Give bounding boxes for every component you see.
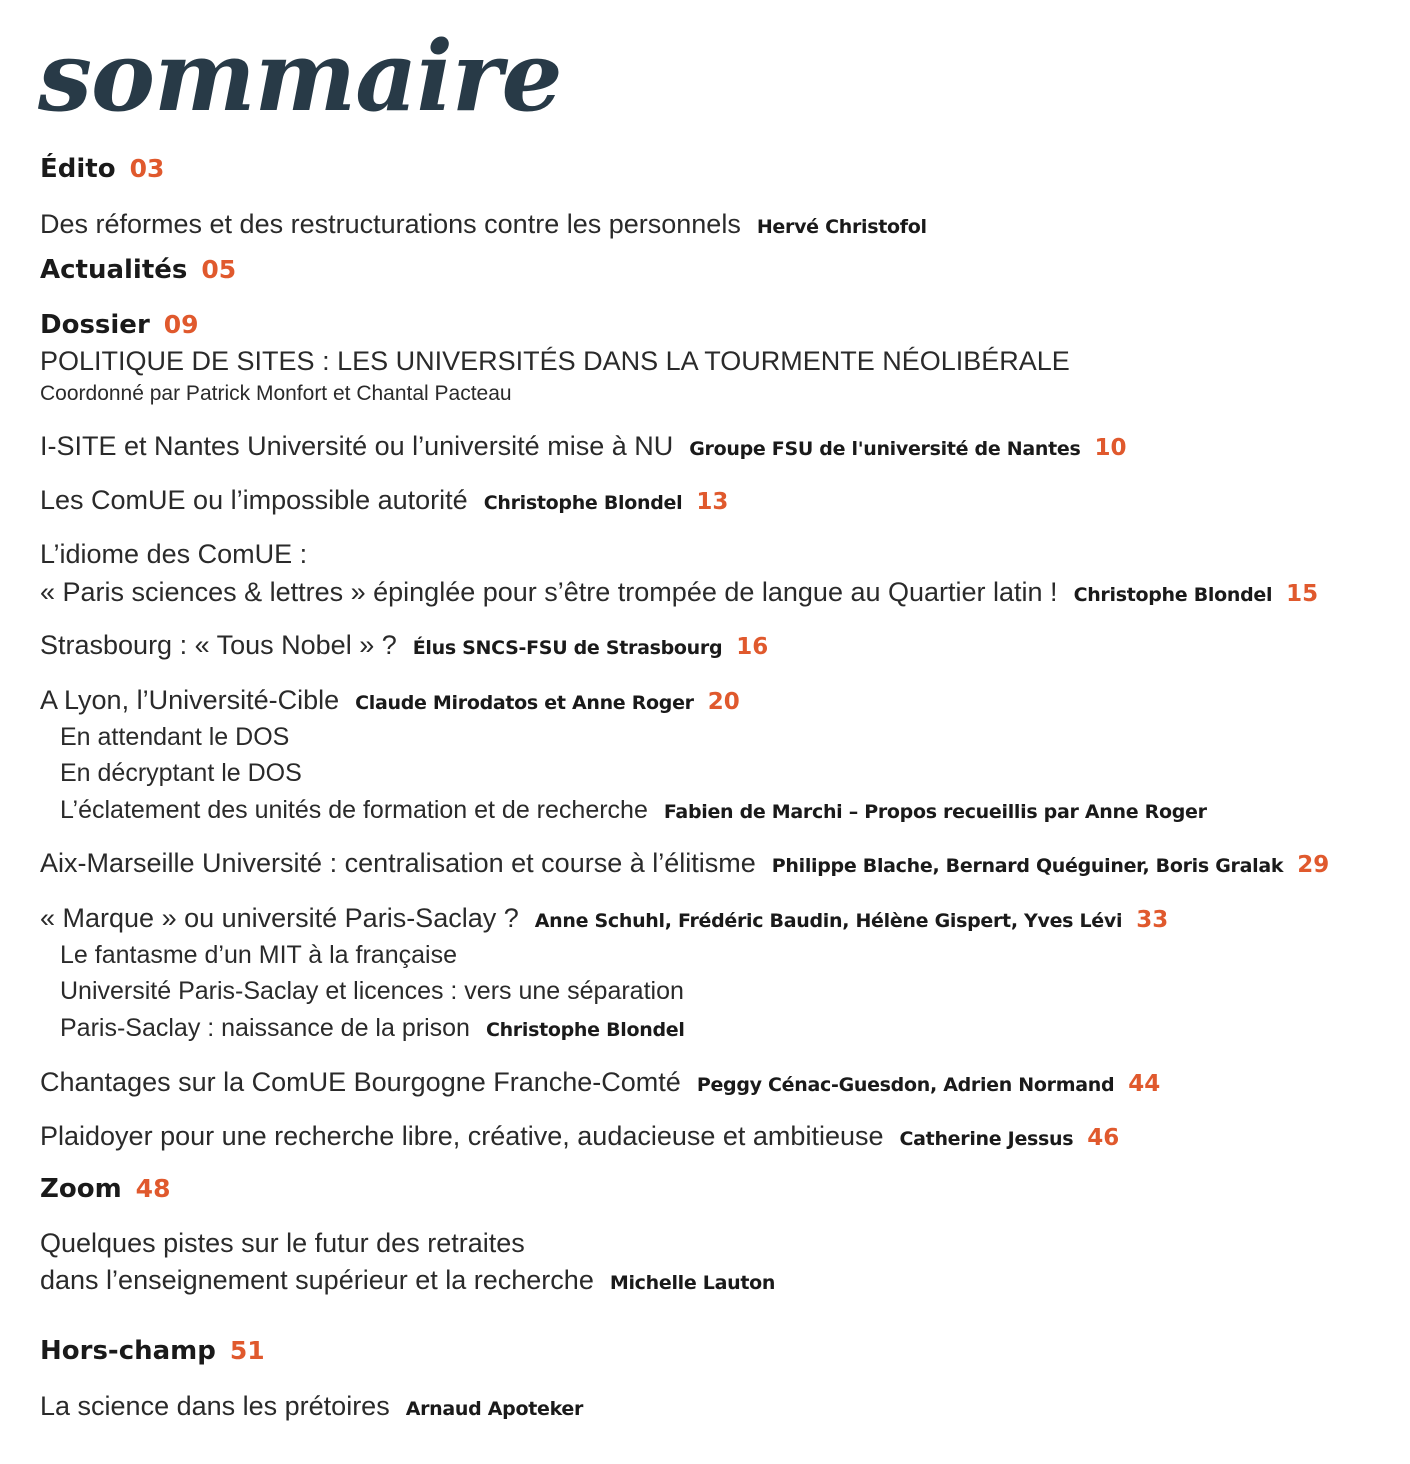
sub-article: [60, 793, 1207, 829]
section-zoom: [40, 1172, 170, 1206]
page-number: 05: [201, 255, 237, 284]
article-title-line: Quelques pistes sur le futur des retraites: [40, 1228, 525, 1258]
article-item: [40, 845, 1329, 884]
page-number: 13: [696, 489, 729, 515]
article-title: Plaidoyer pour une recherche libre, créative, audacieuse et ambitieuse: [40, 1121, 884, 1151]
article-title: A Lyon, l’Université-Cible: [40, 685, 340, 715]
page-number: 10: [1094, 435, 1127, 461]
sub-article: En attendant le DOS: [60, 723, 290, 751]
page-title: sommaire: [38, 20, 562, 133]
article-author: Christophe Blondel: [483, 492, 683, 514]
article-item: [40, 900, 1168, 939]
article-author: Christophe Blondel: [485, 1019, 685, 1041]
sub-article: En décryptant le DOS: [60, 759, 302, 787]
article-item: [40, 1388, 583, 1427]
sub-article-title: Paris-Saclay : naissance de la prison: [60, 1014, 470, 1042]
article-author: Philippe Blache, Bernard Quéguiner, Boris Gralak: [771, 855, 1284, 877]
article-item: [40, 482, 728, 521]
page-number: 16: [736, 634, 769, 660]
article-title: Les ComUE ou l’impossible autorité: [40, 485, 468, 515]
section-hors-champ: [40, 1334, 265, 1368]
article-item: [40, 1118, 1119, 1157]
section-label: Actualités: [40, 255, 188, 285]
article-author: Claude Mirodatos et Anne Roger: [355, 692, 694, 714]
page-number: 48: [135, 1174, 171, 1203]
section-label: Dossier: [40, 310, 150, 340]
article-item: [40, 428, 1126, 467]
article-item: [40, 627, 768, 666]
article-title: « Paris sciences & lettres » épinglée pour s’être trompée de langue au Quartier latin !: [40, 577, 1058, 607]
article-author: Michelle Lauton: [609, 1272, 776, 1294]
article-title: I-SITE et Nantes Université ou l’université mise à NU: [40, 431, 674, 461]
section-label: Zoom: [40, 1174, 122, 1204]
article-author: Christophe Blondel: [1073, 584, 1273, 606]
page-number: 33: [1136, 907, 1169, 933]
article-title-line: L’idiome des ComUE :: [40, 539, 308, 569]
article-author: Arnaud Apoteker: [405, 1398, 584, 1420]
article-author: Fabien de Marchi – Propos recueillis par Anne Roger: [663, 801, 1207, 823]
article-item: [40, 682, 740, 721]
page-number: 09: [163, 310, 199, 339]
article-title: « Marque » ou université Paris-Saclay ?: [40, 903, 519, 933]
article-author: Groupe FSU de l'université de Nantes: [689, 438, 1081, 460]
article-title: Des réformes et des restructurations contre les personnels: [40, 209, 741, 239]
article-author: Hervé Christofol: [756, 216, 927, 238]
article-author: Catherine Jessus: [899, 1128, 1074, 1150]
article-author: Anne Schuhl, Frédéric Baudin, Hélène Gispert, Yves Lévi: [534, 910, 1123, 932]
page-number: 03: [129, 154, 165, 183]
section-label: Hors-champ: [40, 1336, 216, 1366]
article-title: La science dans les prétoires: [40, 1391, 390, 1421]
article-title: Chantages sur la ComUE Bourgogne Franche-Comté: [40, 1067, 681, 1097]
section-edito: [40, 152, 164, 186]
article-title: Aix-Marseille Université : centralisation et course à l’élitisme: [40, 848, 756, 878]
sub-article: [60, 1011, 685, 1047]
article-title: dans l’enseignement supérieur et la recherche: [40, 1265, 594, 1295]
dossier-heading: POLITIQUE DE SITES : LES UNIVERSITÉS DANS LA TOURMENTE NÉOLIBÉRALE: [40, 346, 1070, 376]
article-edito: [40, 206, 927, 245]
sub-article: Université Paris-Saclay et licences : vers une séparation: [60, 977, 684, 1005]
page-number: 46: [1087, 1125, 1120, 1151]
page-number: 44: [1128, 1071, 1161, 1097]
page-number: 20: [707, 689, 740, 715]
article-item: [40, 574, 1318, 613]
dossier-coordination: Coordonné par Patrick Monfort et Chantal Pacteau: [40, 382, 512, 405]
page-number: 29: [1297, 852, 1330, 878]
section-actualites: [40, 253, 236, 287]
article-item: [40, 1262, 775, 1301]
section-dossier: [40, 308, 199, 342]
sub-article-title: L’éclatement des unités de formation et de recherche: [60, 796, 648, 824]
section-label: Édito: [40, 154, 116, 184]
page-number: 51: [229, 1336, 265, 1365]
article-author: Élus SNCS-FSU de Strasbourg: [412, 637, 723, 659]
page-number: 15: [1286, 581, 1319, 607]
article-item: [40, 1064, 1160, 1103]
article-title: Strasbourg : « Tous Nobel » ?: [40, 630, 397, 660]
article-author: Peggy Cénac-Guesdon, Adrien Normand: [696, 1074, 1115, 1096]
sub-article: Le fantasme d’un MIT à la française: [60, 941, 457, 969]
